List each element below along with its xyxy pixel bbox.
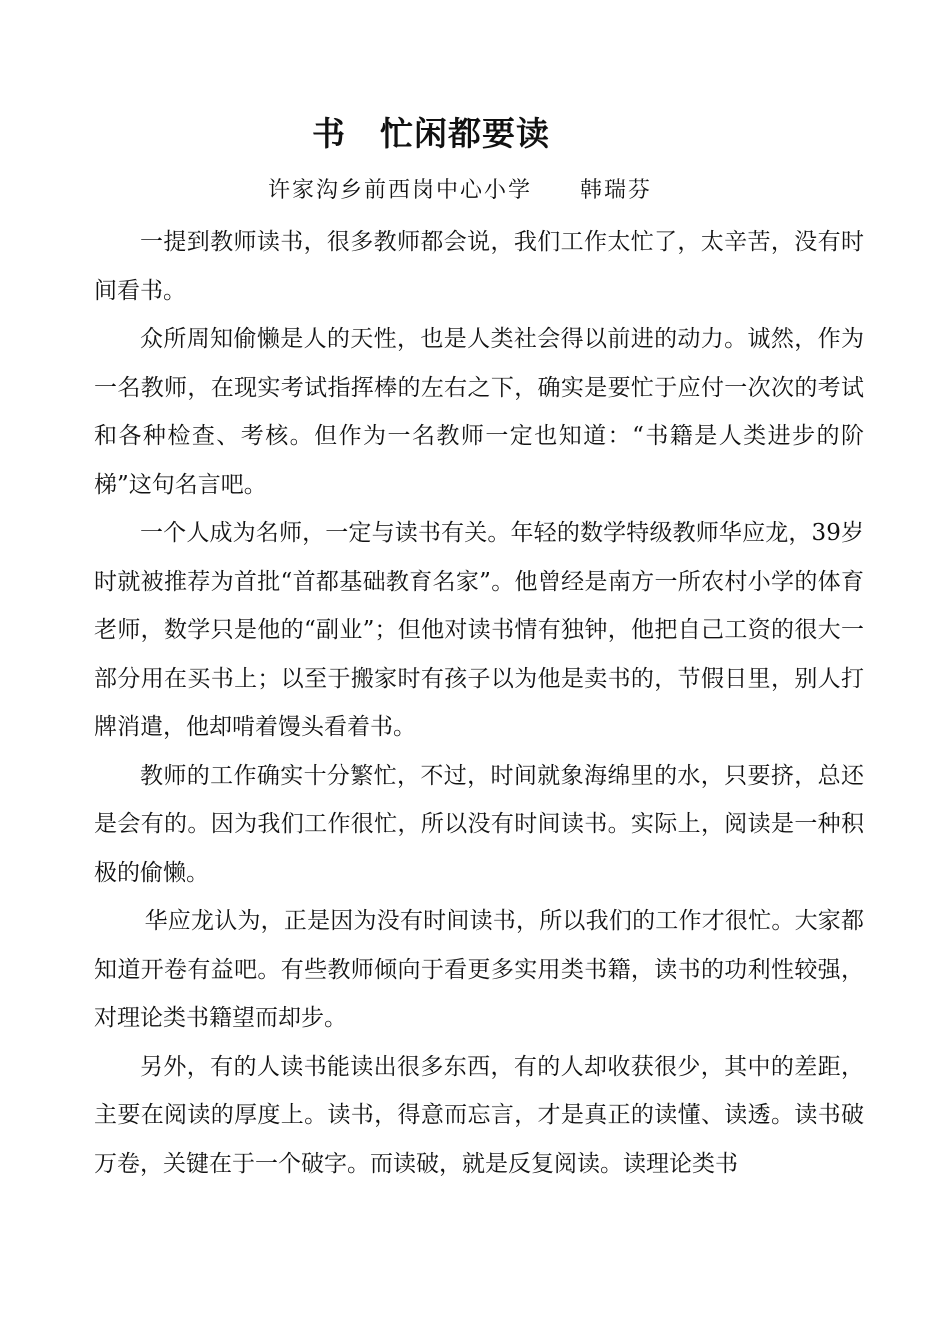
paragraph: 一提到教师读书，很多教师都会说，我们工作太忙了，太辛苦，没有时间看书。 xyxy=(94,229,864,304)
document-body xyxy=(94,218,864,1188)
paragraph: 另外，有的人读书能读出很多东西，有的人却收获很少，其中的差距，主要在阅读的厚度上。读书，得意而忘言，才是真正的读懂、读透。读书破万卷，关键在于一个破字。而读破，就是反复阅读。读理论类书 xyxy=(94,1053,864,1177)
paragraph: 教师的工作确实十分繁忙，不过，时间就象海绵里的水，只要挤，总还是会有的。因为我们工作很忙，所以没有时间读书。实际上，阅读是一种积极的偷懒。 xyxy=(94,762,864,886)
paragraph: 一个人成为名师，一定与读书有关。年轻的数学特级教师华应龙，39岁时就被推荐为首批“首都基础教育名家”。他曾经是南方一所农村小学的体育老师，数学只是他的“副业”；但他对读书情有独钟，他把自己工资的很大一部分用在买书上；以至于搬家时有孩子以为他是卖书的，节假日里，别人打牌消遣，他却啃着馒头看着书。 xyxy=(94,520,864,740)
author-byline: 许家沟乡前西岗中心小学 韩瑞芬 xyxy=(268,178,653,203)
paragraph: 华应龙认为，正是因为没有时间读书，所以我们的工作才很忙。大家都知道开卷有益吧。有些教师倾向于看更多实用类书籍，读书的功利性较强，对理论类书籍望而却步。 xyxy=(94,908,864,1031)
paragraph: 众所周知偷懒是人的天性，也是人类社会得以前进的动力。诚然，作为一名教师，在现实考试指挥棒的左右之下，确实是要忙于应付一次次的考试和各种检查、考核。但作为一名教师一定也知道：“书籍是人类进步的阶梯”这句名言吧。 xyxy=(94,326,864,498)
document-title: 书 忙闲都要读 xyxy=(312,114,550,153)
